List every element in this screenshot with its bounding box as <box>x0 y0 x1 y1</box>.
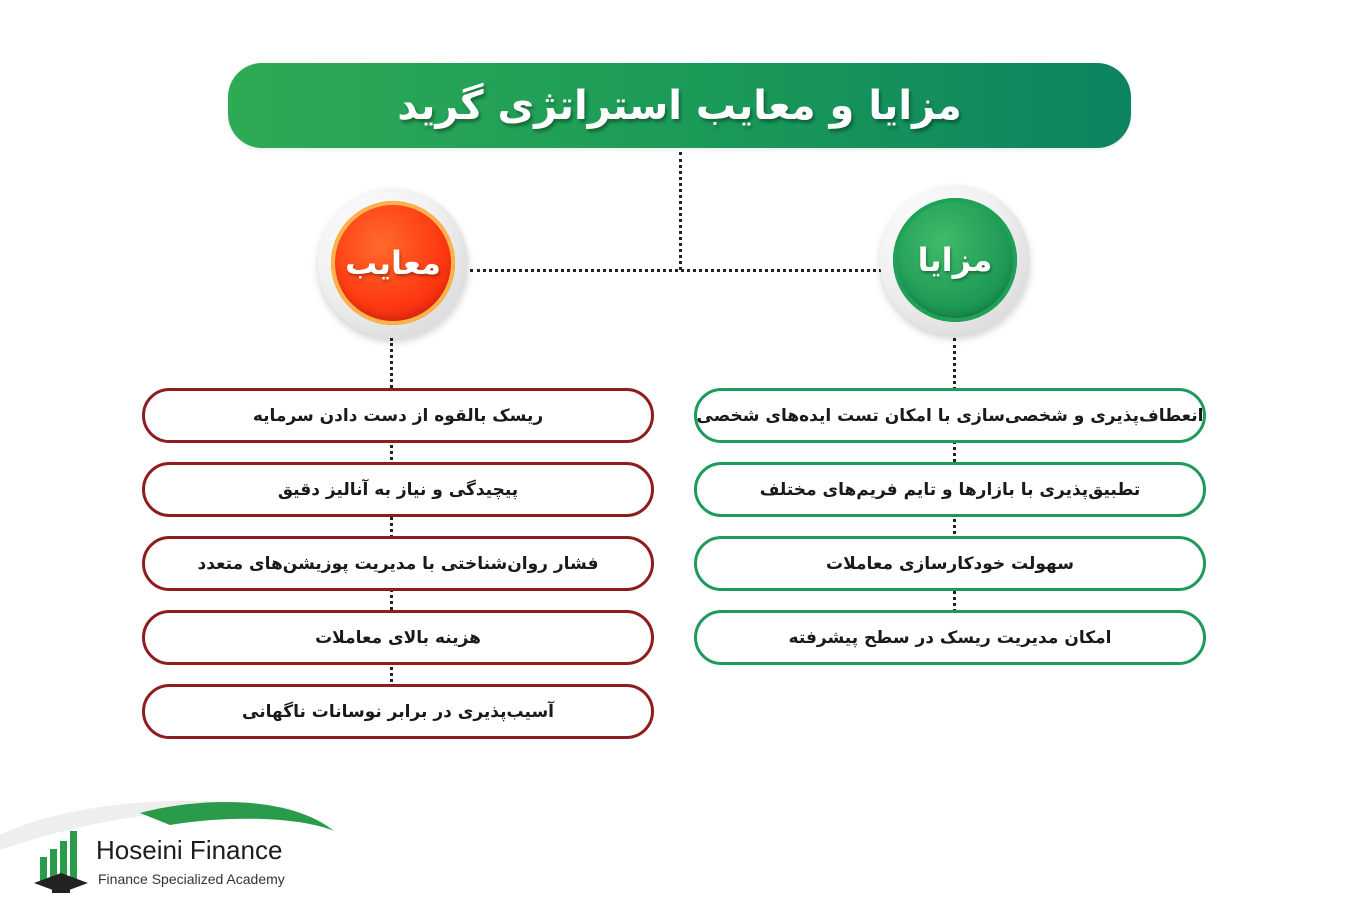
connector-title-vertical <box>679 152 682 270</box>
disadvantage-item: آسیب‌پذیری در برابر نوسانات ناگهانی <box>142 684 654 739</box>
connector-horizontal <box>470 269 882 272</box>
disadvantages-heading: معایب <box>331 201 455 325</box>
page-title: مزایا و معایب استراتژی گرید <box>397 82 962 129</box>
bar-chart-graduation-icon <box>30 827 92 899</box>
advantage-item: تطبیق‌پذیری با بازارها و تایم فریم‌های مختلف <box>694 462 1206 517</box>
disadvantages-badge <box>318 188 468 338</box>
disadvantage-item: فشار روان‌شناختی با مدیریت پوزیشن‌های متعدد <box>142 536 654 591</box>
disadvantage-item: ریسک بالقوه از دست دادن سرمایه <box>142 388 654 443</box>
disadvantage-item: پیچیدگی و نیاز به آنالیز دقیق <box>142 462 654 517</box>
advantages-badge <box>880 185 1030 335</box>
logo-name: Hoseini Finance <box>96 835 283 865</box>
brand-logo <box>0 795 345 910</box>
disadvantage-item: هزینه بالای معاملات <box>142 610 654 665</box>
title-banner <box>228 63 1131 148</box>
advantage-item: سهولت خودکارسازی معاملات <box>694 536 1206 591</box>
advantage-item: امکان مدیریت ریسک در سطح پیشرفته <box>694 610 1206 665</box>
advantage-item: انعطاف‌پذیری و شخصی‌سازی با امکان تست ایده‌های شخصی <box>694 388 1206 443</box>
advantages-heading: مزایا <box>893 198 1017 322</box>
logo-tagline: Finance Specialized Academy <box>98 871 285 887</box>
